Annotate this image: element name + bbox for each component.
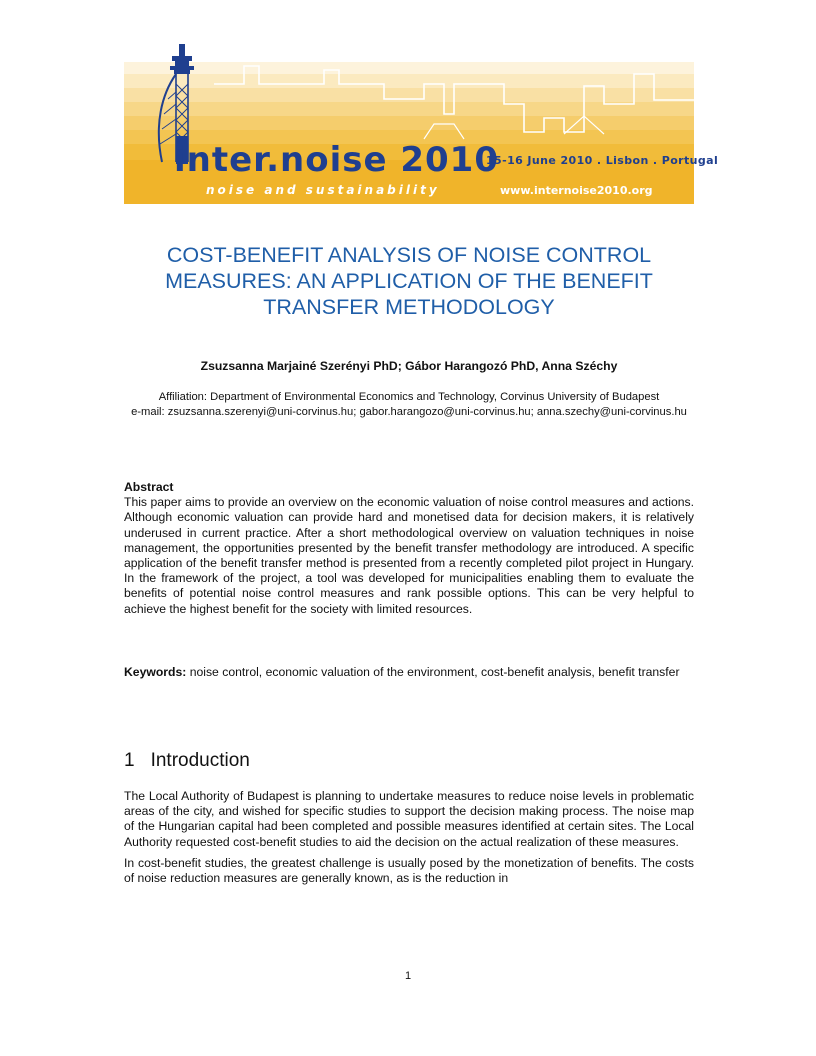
affiliation-line: Affiliation: Department of Environmental Economics and Technology, Corvinus University of Budapest bbox=[158, 391, 660, 403]
paper-title: COST-BENEFIT ANALYSIS OF NOISE CONTROL MEASURES: AN APPLICATION OF THE BENEFIT TRANSFER METHODOLOGY bbox=[165, 243, 653, 319]
abstract-section bbox=[124, 480, 694, 617]
intro-paragraph: In cost-benefit studies, the greatest challenge is usually posed by the monetization of benefits. The costs of noise reduction measures are generally known, as is the reduction in bbox=[124, 855, 694, 886]
conference-name: inter.noise 2010 bbox=[174, 140, 499, 180]
conference-banner bbox=[124, 44, 719, 204]
section-number: 1 bbox=[124, 750, 135, 771]
section-title: Introduction bbox=[150, 750, 250, 771]
conference-url: www.internoise2010.org bbox=[500, 184, 653, 197]
intro-paragraph: The Local Authority of Budapest is planning to undertake measures to reduce noise levels in problematic areas of the city, and wished for specific studies to support the decision making process. The noise map of the Hungarian capital had been completed and possible measures identified at certain sites. The Local Authority requested cost-benefit studies to aid the decision on the actual realization of these measures. bbox=[124, 789, 694, 849]
keywords-label: Keywords: bbox=[124, 665, 187, 679]
introduction-body bbox=[124, 789, 694, 886]
section-heading bbox=[124, 750, 250, 772]
conference-tagline: noise and sustainability bbox=[206, 183, 440, 197]
email-line: e-mail: zsuzsanna.szerenyi@uni-corvinus.hu; gabor.harangozo@uni-corvinus.hu; anna.szechy@uni-corvinus.hu bbox=[131, 406, 687, 418]
abstract-text: This paper aims to provide an overview on the economic valuation of noise control measures and actions. Although economic valuation can provide hard and monetised data for decision makers, it is relatively underused in current practice. After a short methodological overview on valuation techniques in noise management, the opportunities presented by the benefit transfer methodology are introduced. A specific application of the benefit transfer method is presented from a recently completed pilot project in Hungary. In the framework of the project, a tool was developed for municipalities enabling them to evaluate the benefits of potential noise control measures and rank possible options. This can be very helpful to achieve the highest benefit for the society with limited resources. bbox=[124, 495, 694, 616]
conference-dates-location: 15-16 June 2010 . Lisbon . Portugal bbox=[486, 154, 719, 167]
keywords-text: noise control, economic valuation of the environment, cost-benefit analysis, benefit transfer bbox=[189, 665, 680, 679]
keywords-section bbox=[124, 665, 694, 680]
tower-skyline-illustration bbox=[124, 44, 694, 204]
affiliation-block bbox=[124, 390, 694, 420]
page-number: 1 bbox=[404, 970, 412, 982]
paper-authors: Zsuzsanna Marjainé Szerényi PhD; Gábor Harangozó PhD, Anna Széchy bbox=[200, 359, 618, 373]
abstract-heading: Abstract bbox=[124, 480, 174, 494]
